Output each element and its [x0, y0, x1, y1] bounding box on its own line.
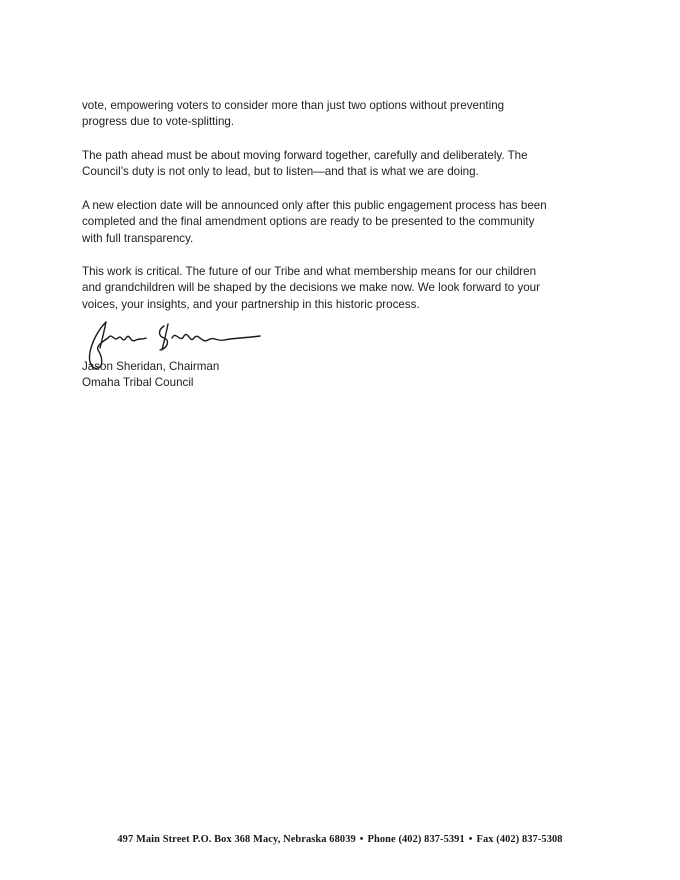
footer-separator: •	[359, 834, 364, 845]
paragraph-2	[82, 148, 612, 181]
footer-address: 497 Main Street P.O. Box 368 Macy, Nebraska 68039	[117, 834, 356, 845]
paragraph-line: This work is critical. The future of our Tribe and what membership means for our children	[82, 265, 537, 278]
paragraph-3	[82, 198, 612, 247]
paragraph-line: and grandchildren will be shaped by the decisions we make now. We look forward to your	[82, 281, 540, 295]
signer-name: Jason Sheridan, Chairman	[82, 360, 220, 373]
paragraph-1	[82, 98, 612, 131]
paragraph-line: Council’s duty is not only to lead, but to listen—and that is what we are doing.	[82, 165, 479, 179]
paragraph-line: A new election date will be announced only after this public engagement process has been	[82, 199, 547, 212]
letterhead-footer	[0, 834, 680, 845]
footer-separator: •	[468, 834, 473, 845]
paragraph-line: progress due to vote-splitting.	[82, 115, 235, 129]
footer-phone: Phone (402) 837-5391	[367, 834, 465, 845]
signer-organization: Omaha Tribal Council	[82, 376, 194, 389]
paragraph-line: vote, empowering voters to consider more than just two options without preventing	[82, 99, 505, 112]
paragraph-line: with full transparency.	[82, 231, 194, 245]
paragraph-4	[82, 264, 612, 313]
footer-fax: Fax (402) 837-5308	[476, 834, 563, 845]
paragraph-line: voices, your insights, and your partnership in this historic process.	[82, 297, 420, 311]
paragraph-line: completed and the final amendment options are ready to be presented to the community	[82, 215, 535, 229]
paragraph-line: The path ahead must be about moving forward together, carefully and deliberately. The	[82, 149, 528, 162]
